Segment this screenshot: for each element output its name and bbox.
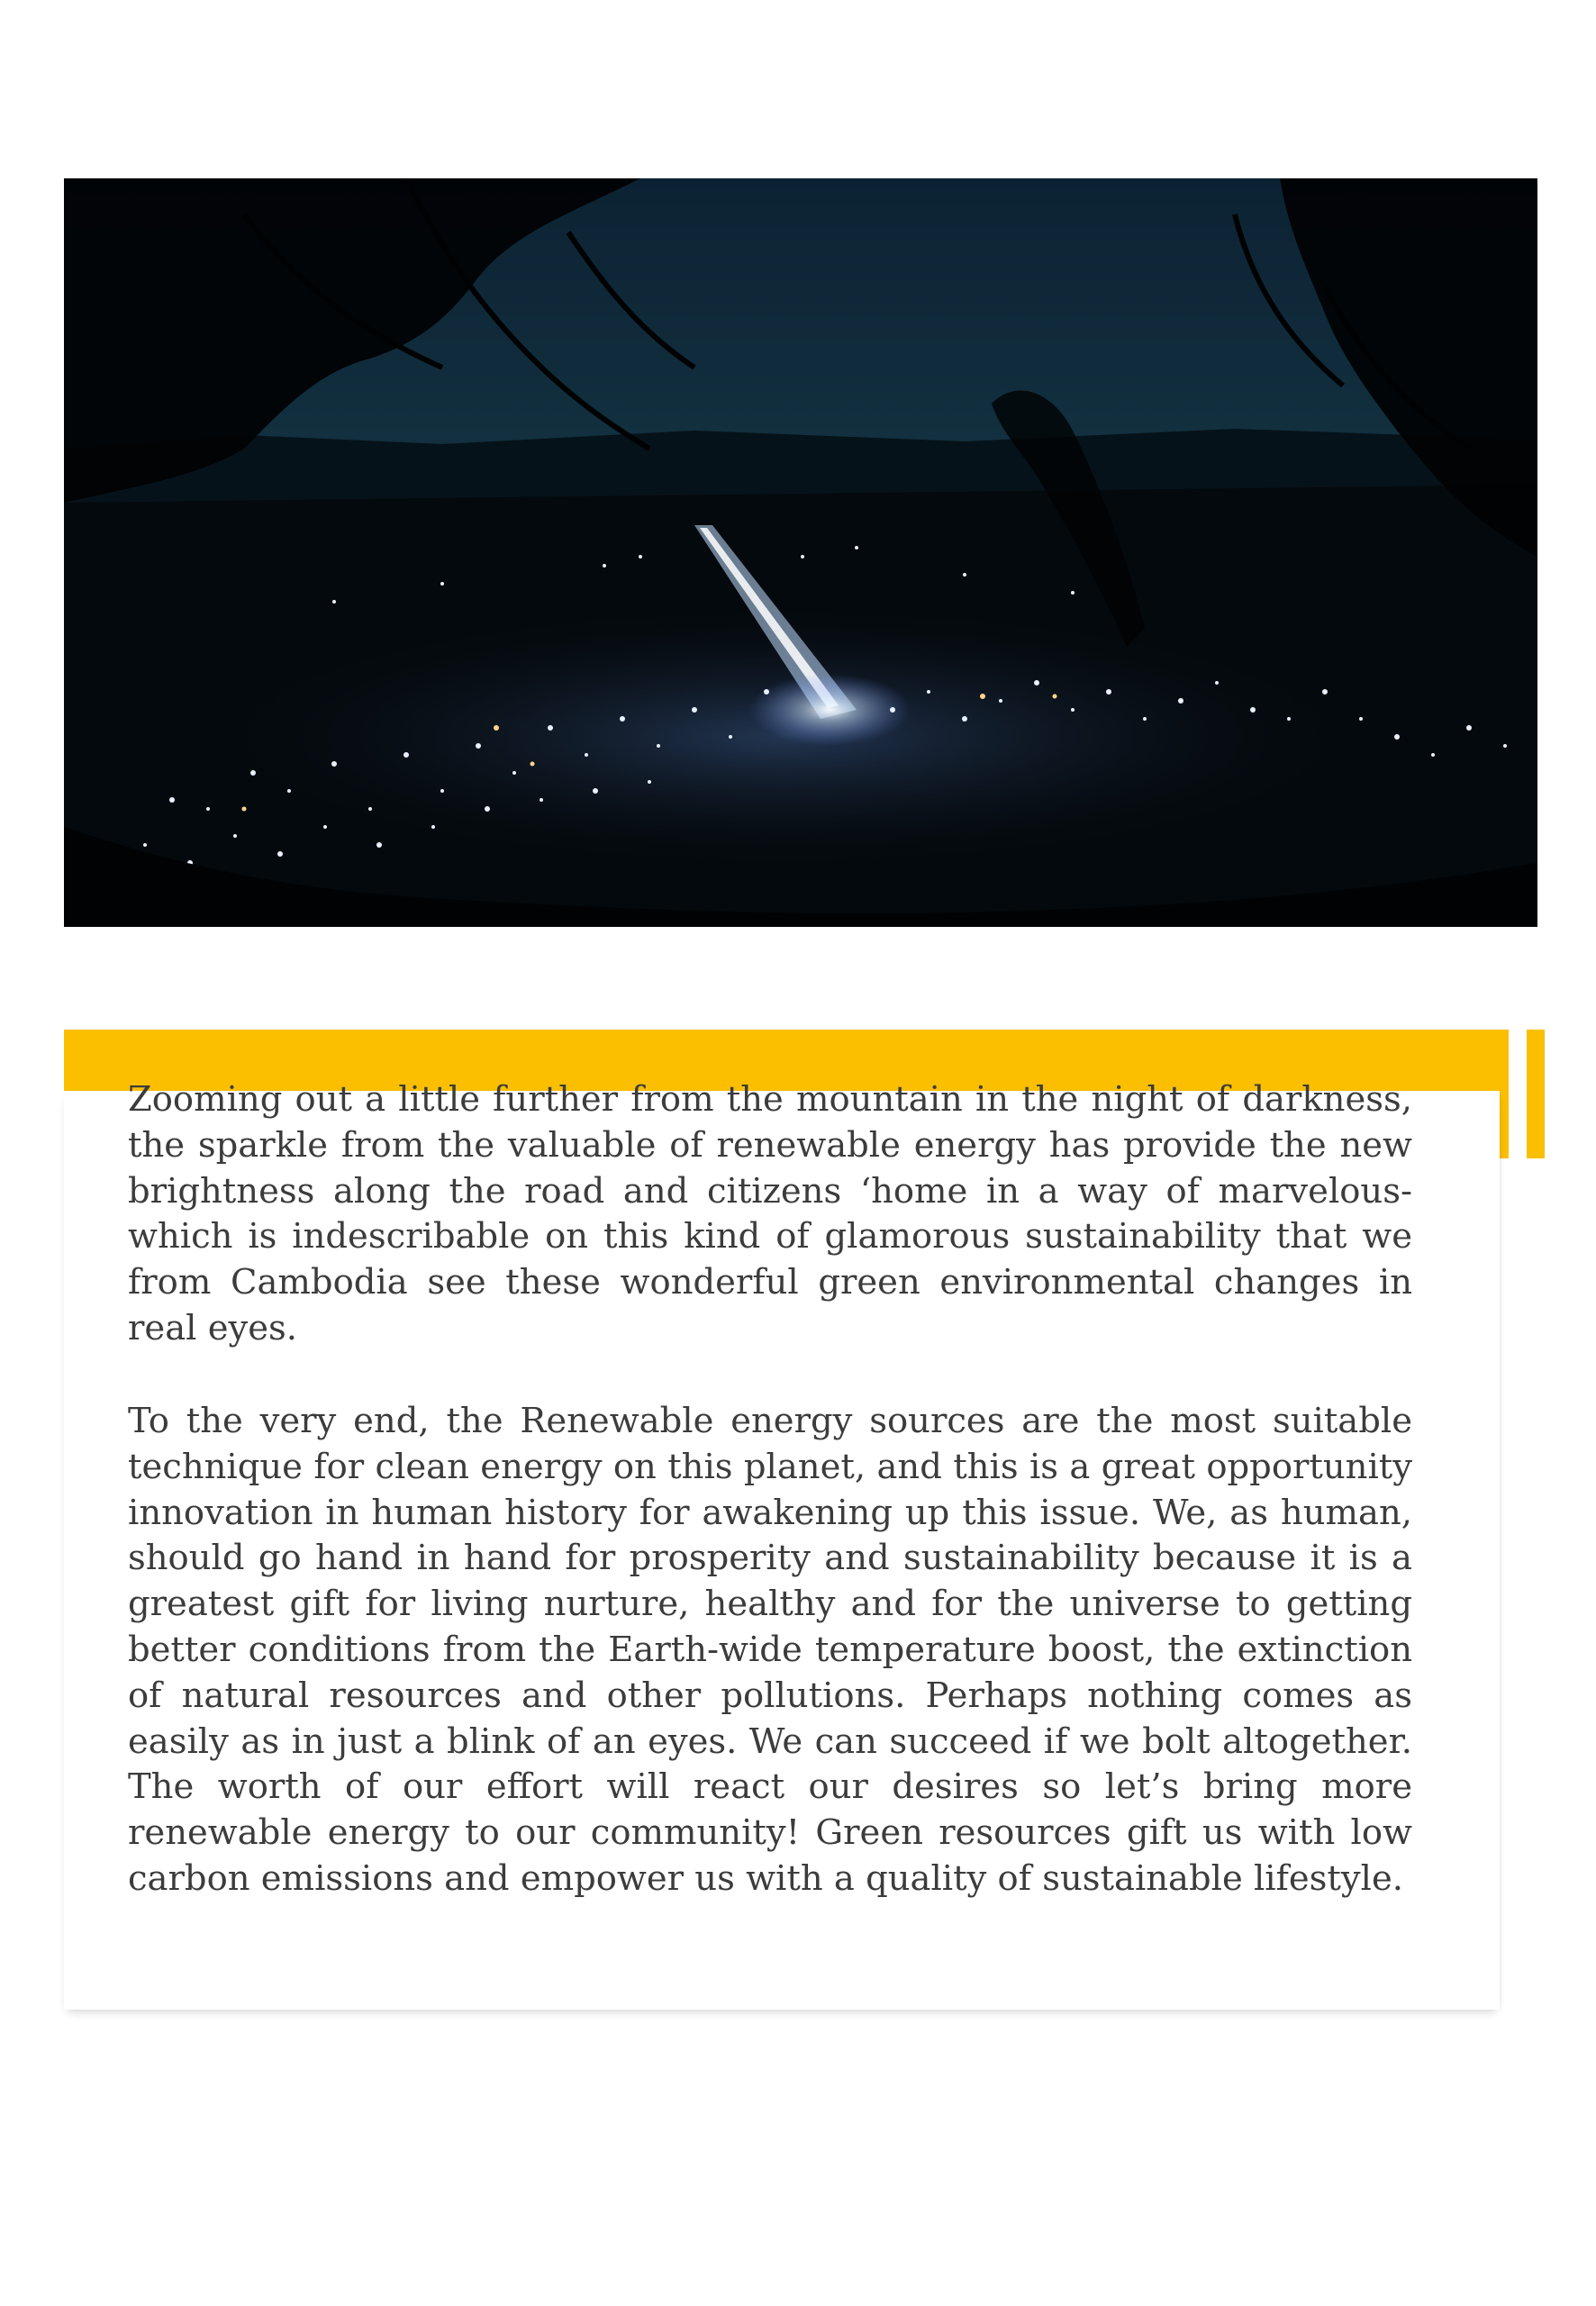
paragraph-2: To the very end, the Renewable energy sources are the most suitable technique for clean energy on this planet, and this is a great opportunity innovation in human history for awakening up this issue. We, as human, should go hand in hand for prosperity and sustainability because it is a greatest gift for living nurture, healthy and for the universe to getting better conditions from the Earth-wide temperature boost, the extinction of natural resources and other pollutions. Perhaps nothing comes as easily as in just a blink of an eyes. We can succeed if we bolt altogether. The worth of our effort will react our desires so let’s bring more renewable energy to our community! Green resources gift us with low carbon emissions and empower us with a quality of sustainable lifestyle. [128, 1401, 1412, 1899]
road-glow [748, 674, 911, 746]
night-city-illustration [64, 178, 1537, 927]
night-city-photo [64, 178, 1537, 927]
accent-bar-right [1527, 1030, 1545, 1158]
paragraph-1: Zooming out a little further from the mountain in the night of darkness, the sparkle from the valuable of renewable energy has provide the new brightness along the road and citizens ‘home in a way of marvelous- which is indescribable on this kind of glamorous sustainability that we from Cambodia see these wonderful green environmental changes in real eyes. [128, 1079, 1412, 1348]
